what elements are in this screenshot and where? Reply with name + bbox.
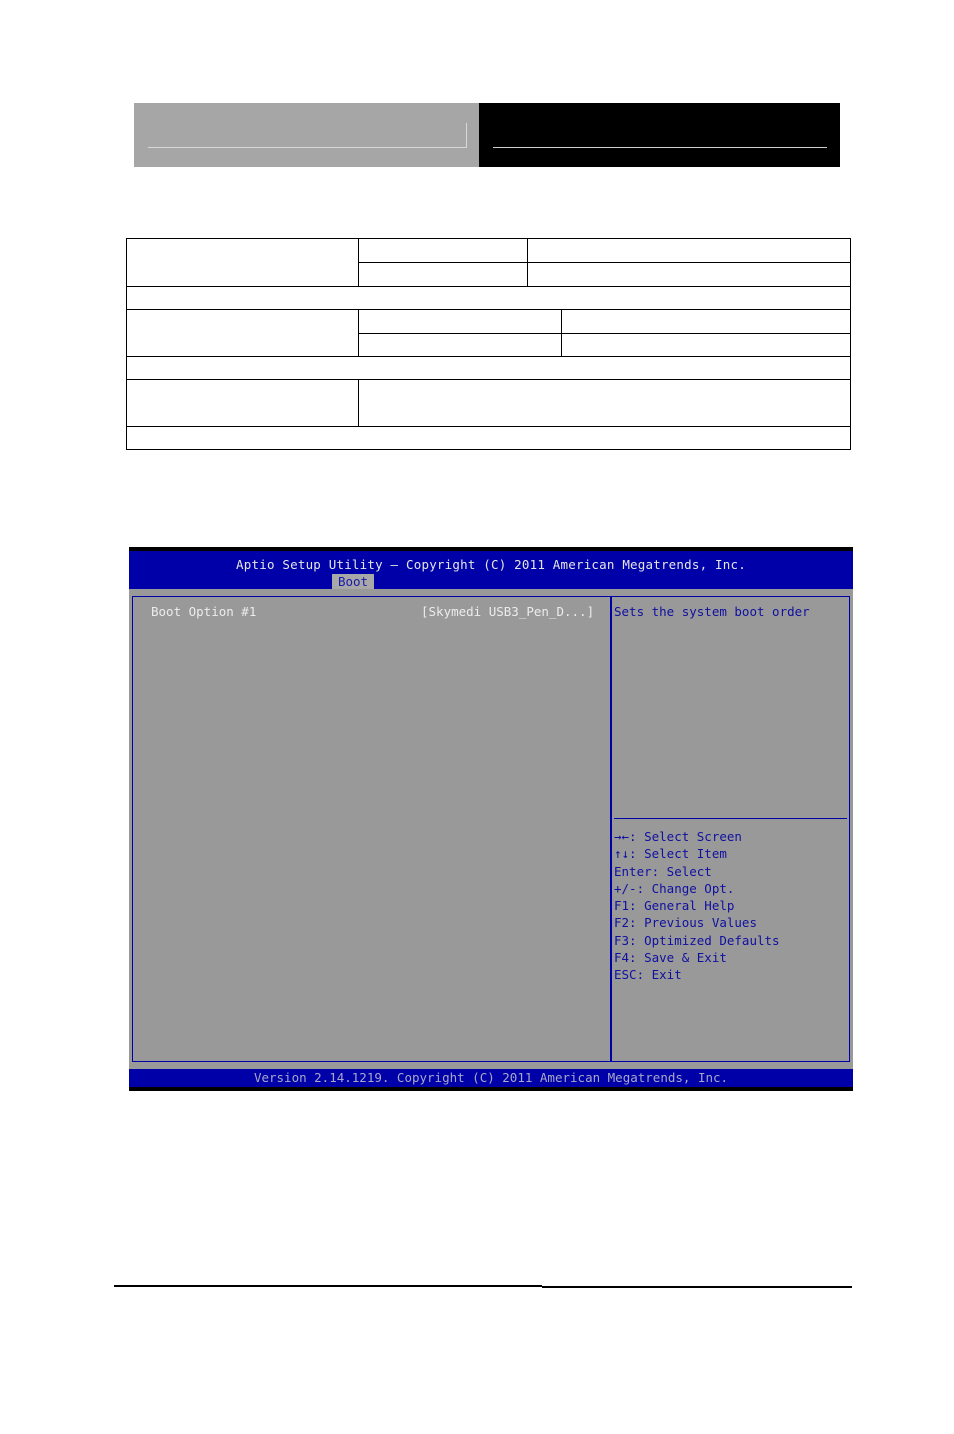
footer-rule [114,1285,542,1287]
help-divider [614,818,847,819]
table-cell [358,262,528,287]
key-hint: →←: Select Screen [614,829,742,844]
table-cell [561,333,851,357]
table-cell [358,238,528,263]
key-legend [614,828,780,984]
bios-footer: Version 2.14.1219. Copyright (C) 2011 American Megatrends, Inc. [129,1069,853,1087]
key-hint: F3: Optimized Defaults [614,932,780,948]
table-cell [126,309,359,357]
panel-divider [610,596,612,1062]
table-cell [358,333,562,357]
spec-table [126,238,851,450]
key-hint: F1: General Help [614,898,735,914]
header-banner-left [134,103,479,167]
banner-rule [148,147,467,148]
bios-title: Aptio Setup Utility – Copyright (C) 2011 American Megatrends, Inc. [236,557,746,572]
boot-option-1-value[interactable]: [Skymedi USB3_Pen_D...] [421,604,595,619]
table-cell [358,379,851,427]
table-cell [126,286,851,310]
key-hint: F2: Previous Values [614,915,757,931]
tab-boot[interactable]: Boot [332,574,374,590]
help-description: Sets the system boot order [614,604,810,619]
table-cell [126,356,851,380]
bios-screen [129,547,853,1091]
table-cell [527,262,851,287]
footer-rule [542,1286,852,1288]
table-cell [561,309,851,334]
boot-option-1-label[interactable]: Boot Option #1 [151,604,257,619]
banner-rule [493,147,827,148]
header-banner-right [479,103,840,167]
banner-rule [466,123,467,148]
key-hint: ↑↓: Select Item [614,846,727,862]
table-cell [126,379,359,427]
bios-header [129,551,853,589]
table-cell [126,238,359,287]
key-hint: ESC: Exit [614,967,682,983]
key-hint: +/-: Change Opt. [614,880,735,896]
key-hint: Enter: Select [614,863,712,879]
table-cell [527,238,851,263]
table-cell [126,426,851,450]
bios-body [129,589,853,1069]
table-cell [358,309,562,334]
key-hint: F4: Save & Exit [614,950,727,966]
